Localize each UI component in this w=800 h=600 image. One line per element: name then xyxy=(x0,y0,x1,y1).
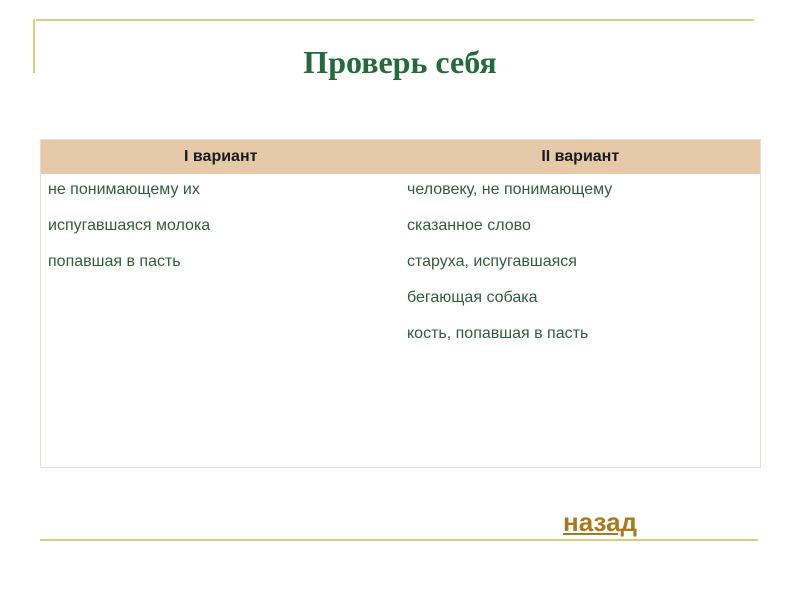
table-cell: не понимающему их xyxy=(48,181,200,198)
table-body xyxy=(41,174,760,357)
frame-line-top xyxy=(36,19,754,21)
frame-line-bottom xyxy=(40,539,758,541)
column-variant-2 xyxy=(401,174,760,357)
back-link[interactable]: назад xyxy=(563,507,638,537)
table-cell: старуха, испугавшаяся xyxy=(407,253,577,270)
table-cell: кость, попавшая в пасть xyxy=(407,325,589,342)
table-cell: бегающая собака xyxy=(407,289,538,306)
table-cell: сказанное слово xyxy=(407,217,531,234)
header-variant-2: II вариант xyxy=(541,148,620,165)
table-cell: человеку, не понимающему xyxy=(407,181,613,198)
table-cell: испугавшаяся молока xyxy=(48,217,211,234)
page-title: Проверь себя xyxy=(303,44,497,80)
table-cell: попавшая в пасть xyxy=(48,253,181,270)
column-variant-1 xyxy=(41,174,401,357)
table-header xyxy=(41,140,760,174)
header-variant-1: I вариант xyxy=(184,148,258,165)
answer-table xyxy=(40,139,761,468)
